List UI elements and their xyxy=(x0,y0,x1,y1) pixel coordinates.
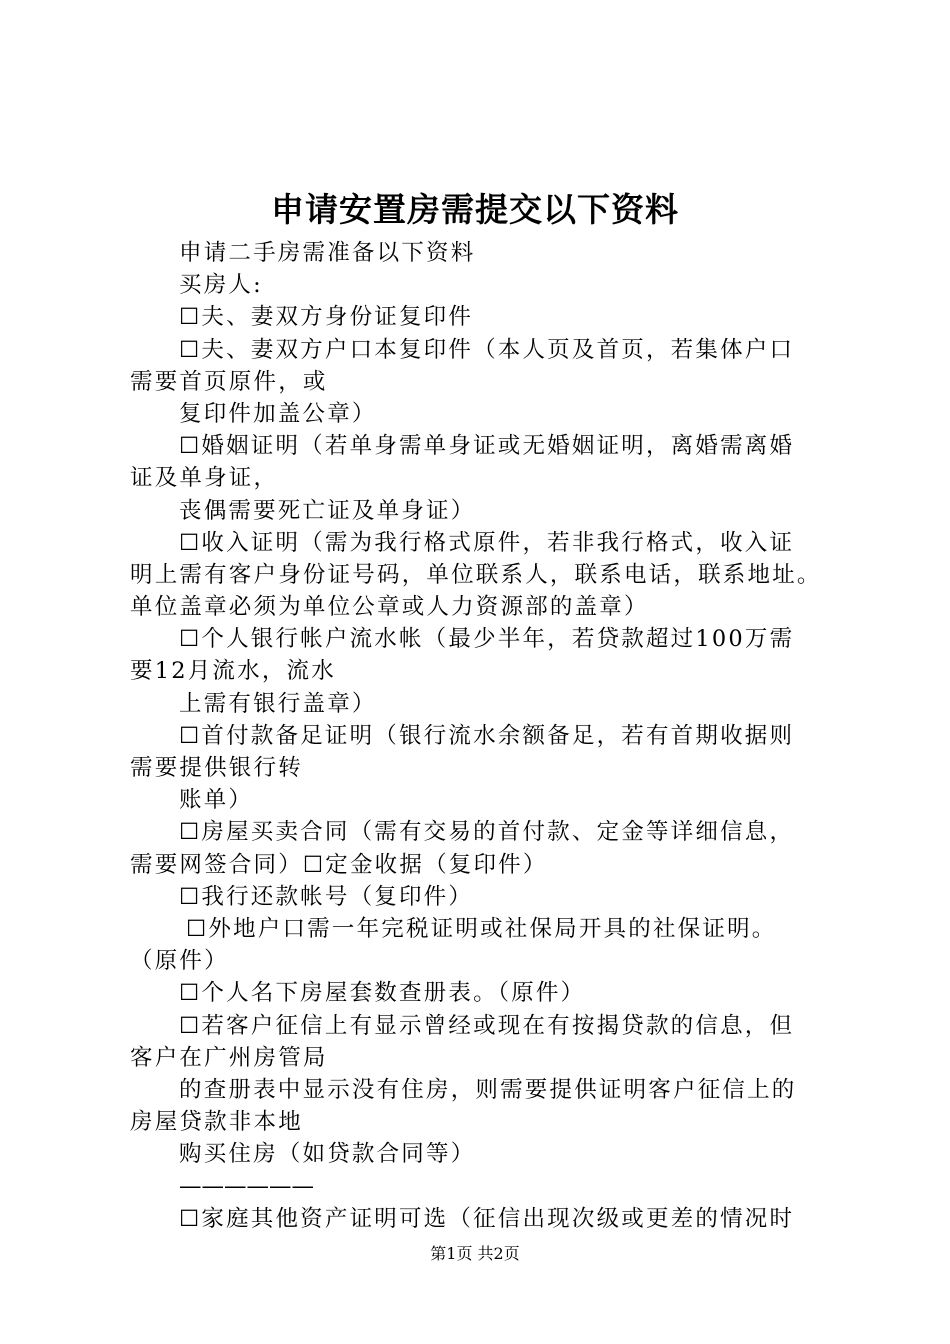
checklist-item-marriage-cont: 丧偶需要死亡证及单身证） xyxy=(179,497,476,524)
checklist-item-income: ☐收入证明（需为我行格式原件，若非我行格式，收入证 xyxy=(179,529,795,556)
checklist-item-income-cont: 单位盖章必须为单位公章或人力资源部的盖章） xyxy=(130,594,649,621)
page-footer: 第1页 共2页 xyxy=(430,1244,520,1263)
checklist-item-id-card: ☐夫、妻双方身份证复印件 xyxy=(179,304,474,331)
checklist-item-credit-record-cont: 房屋贷款非本地 xyxy=(130,1109,303,1136)
intro-line: 申请二手房需准备以下资料 xyxy=(179,240,476,266)
checklist-item-hukou: ☐夫、妻双方户口本复印件（本人页及首页，若集体户口 xyxy=(179,336,795,363)
checklist-item-sale-contract-cont: 需要网签合同）☐定金收据（复印件） xyxy=(130,851,548,878)
checklist-item-marriage: ☐婚姻证明（若单身需单身证或无婚姻证明，离婚需离婚 xyxy=(179,433,795,460)
checklist-item-bank-statement-cont: 要12月流水，流水 xyxy=(130,658,336,685)
checklist-item-repayment-account: ☐我行还款帐号（复印件） xyxy=(179,883,474,910)
checklist-item-credit-record-cont: 客户在广州房管局 xyxy=(130,1044,328,1071)
checklist-item-hukou-cont: 复印件加盖公章） xyxy=(179,400,377,427)
checklist-item-tax-proof-cont: （原件） xyxy=(130,948,229,975)
checklist-item-down-payment: ☐首付款备足证明（银行流水余额备足，若有首期收据则 xyxy=(179,722,795,749)
checklist-item-down-payment-cont: 账单） xyxy=(179,787,254,814)
document-body xyxy=(130,237,845,1235)
checklist-item-sale-contract: ☐房屋买卖合同（需有交易的首付款、定金等详细信息， xyxy=(179,819,795,846)
checklist-item-credit-record: ☐若客户征信上有显示曾经或现在有按揭贷款的信息，但 xyxy=(179,1012,795,1039)
checklist-item-bank-statement: ☐个人银行帐户流水帐（最少半年，若贷款超过100万需 xyxy=(179,626,795,653)
checklist-item-property-count: ☐个人名下房屋套数查册表。（原件） xyxy=(179,980,586,1007)
checklist-item-other-assets: ☐家庭其他资产证明可选（征信出现次级或更差的情况时 xyxy=(179,1205,795,1232)
document-title: 申请安置房需提交以下资料 xyxy=(271,190,679,229)
separator-dashes: —————— xyxy=(179,1173,314,1200)
checklist-item-bank-statement-cont: 上需有银行盖章） xyxy=(179,690,377,717)
checklist-item-hukou-cont: 需要首页原件，或 xyxy=(130,368,328,395)
checklist-item-down-payment-cont: 需要提供银行转 xyxy=(130,755,303,781)
checklist-item-tax-proof: ☐外地户口需一年完税证明或社保局开具的社保证明。 xyxy=(186,915,777,942)
checklist-item-marriage-cont: 证及单身证， xyxy=(130,465,279,492)
checklist-item-credit-record-cont: 的查册表中显示没有住房，则需要提供证明客户征信上的 xyxy=(179,1076,797,1103)
checklist-item-credit-record-cont: 购买住房（如贷款合同等） xyxy=(179,1141,476,1168)
buyer-heading: 买房人: xyxy=(179,272,263,299)
checklist-item-income-cont: 明上需有客户身份证号码，单位联系人，联系电话，联系地址。 xyxy=(130,561,822,588)
